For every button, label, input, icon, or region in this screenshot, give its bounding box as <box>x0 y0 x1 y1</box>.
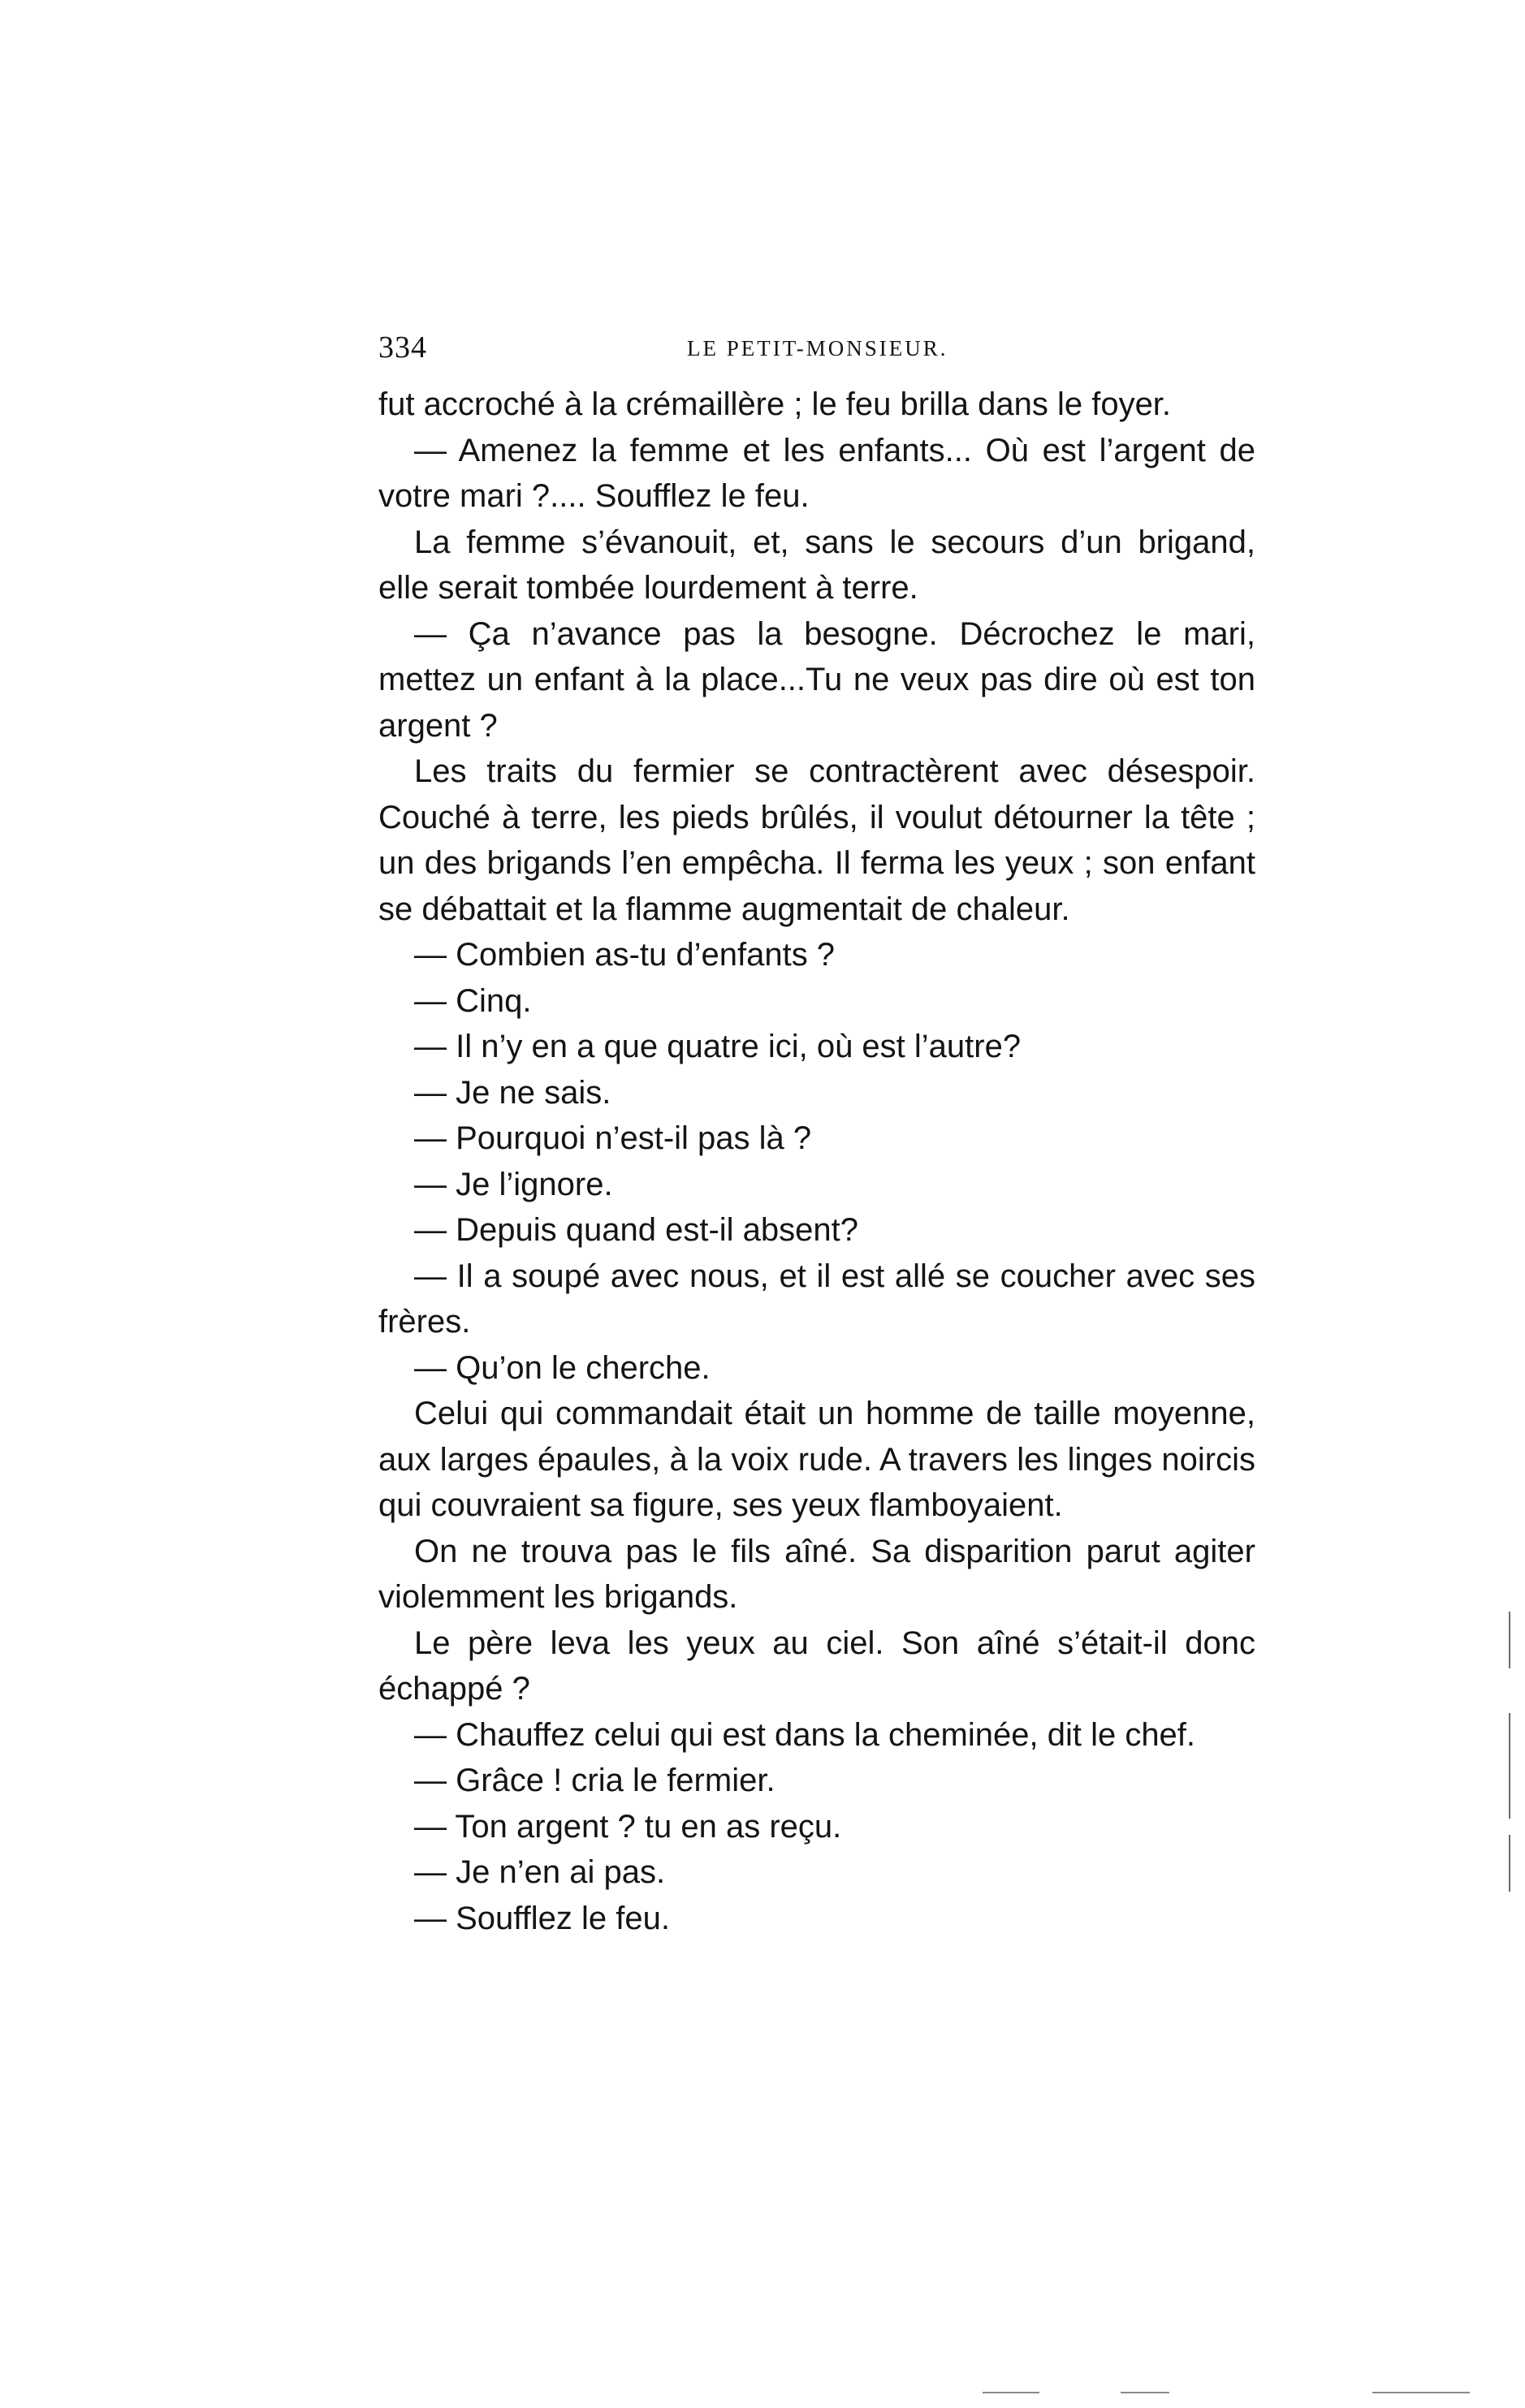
paragraph: — Cinq. <box>414 982 532 1019</box>
scan-edge-line <box>1121 2392 1169 2393</box>
scan-margin-line <box>1509 1612 1510 1668</box>
paragraph: — Qu’on le cherche. <box>414 1349 711 1386</box>
paragraph: — Je n’en ai pas. <box>414 1854 666 1890</box>
paragraph: Le père leva les yeux au ciel. Son aîné s’était-il donc échappé ? <box>378 1625 1255 1707</box>
paragraph: — Chauffez celui qui est dans la cheminée, dit le chef. <box>414 1716 1196 1753</box>
paragraph: Celui qui commandait était un homme de taille moyenne, aux larges épaules, à la voix rude. A travers les linges noircis qui couvraient sa figure, ses yeux flamboyaient. <box>378 1396 1255 1523</box>
paragraph: — Ton argent ? tu en as reçu. <box>414 1808 842 1845</box>
scan-edge-line <box>1372 2392 1470 2393</box>
paragraph: fut accroché à la crémaillère ; le feu brilla dans le foyer. <box>378 386 1172 422</box>
paragraph: — Combien as-tu d’enfants ? <box>414 937 836 973</box>
paragraph: Les traits du fermier se contractèrent avec désespoir. Couché à terre, les pieds brûlés, il voulut détourner la tête ; un des brigands l’en empêcha. Il ferma les yeux ; son enfant se débattait et la flamme augmentait de chaleur. <box>378 753 1255 927</box>
page-header <box>378 330 1255 378</box>
paragraph: — Ça n’avance pas la besogne. Décrochez le mari, mettez un enfant à la place...Tu ne veux pas dire où est ton argent ? <box>378 615 1255 744</box>
paragraph: — Je ne sais. <box>414 1074 611 1111</box>
paragraph: — Amenez la femme et les enfants... Où est l’argent de votre mari ?.... Soufflez le feu. <box>378 432 1255 514</box>
paragraph: — Pourquoi n’est-il pas là ? <box>414 1120 812 1156</box>
scan-margin-line <box>1509 1835 1510 1892</box>
paragraph: — Il n’y en a que quatre ici, où est l’autre? <box>414 1029 1022 1064</box>
paragraph: On ne trouva pas le fils aîné. Sa disparition parut agiter violemment les brigands. <box>378 1533 1255 1615</box>
paragraph: La femme s’évanouit, et, sans le secours d’un brigand, elle serait tombée lourdement à terre. <box>378 524 1255 606</box>
scan-margin-line <box>1509 1713 1510 1819</box>
page-number: 334 <box>378 330 427 365</box>
body-text <box>378 382 1255 1941</box>
paragraph: — Soufflez le feu. <box>414 1900 670 1936</box>
paragraph: — Je l’ignore. <box>414 1166 613 1202</box>
running-title: LE PETIT-MONSIEUR. <box>687 336 948 360</box>
paragraph: — Il a soupé avec nous, et il est allé se coucher avec ses frères. <box>378 1258 1255 1340</box>
scan-edge-line <box>983 2392 1039 2393</box>
paragraph: — Grâce ! cria le fermier. <box>414 1763 775 1798</box>
paragraph: — Depuis quand est-il absent? <box>414 1212 858 1248</box>
